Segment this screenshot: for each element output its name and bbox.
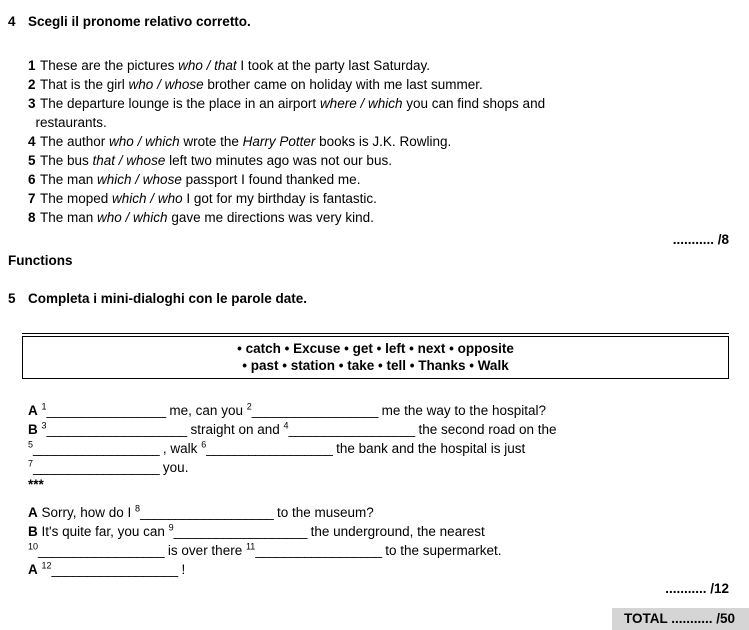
answer-blank: ___________________ <box>173 524 307 539</box>
text-segment: The bus <box>40 153 93 168</box>
text-segment: to the museum? <box>273 505 374 520</box>
section-4-score: ........... /8 <box>672 232 729 247</box>
section-5-title <box>8 290 729 307</box>
blank-number: 11 <box>245 541 256 552</box>
item-number: 5 <box>28 153 36 168</box>
item-number: 6 <box>28 172 36 187</box>
text-segment: who / which <box>109 134 180 149</box>
text-segment: who / that <box>178 58 237 73</box>
blank-number: 12 <box>41 560 52 571</box>
item-number: 2 <box>28 77 36 92</box>
blank-number: 4 <box>283 420 289 431</box>
text-segment: me, can you <box>165 403 247 418</box>
text-segment: gave me directions was very kind. <box>167 210 374 225</box>
text-segment: where / which <box>319 96 403 111</box>
text-segment: The man <box>40 172 98 187</box>
blank-number: 3 <box>41 420 47 431</box>
text-segment: is over there <box>164 543 246 558</box>
dialogue-line <box>28 401 729 420</box>
word-bank-line-2: • past • station • take • tell • Thanks • Walk <box>242 358 509 373</box>
text-segment: brother came on holiday with me last summer. <box>203 77 483 92</box>
blank-number: 10 <box>28 541 39 552</box>
item-number: 8 <box>28 210 36 225</box>
exercise-item <box>28 94 729 132</box>
text-segment: I got for my birthday is fantastic. <box>182 191 377 206</box>
answer-blank: __________________ <box>33 441 160 456</box>
answer-blank: _________________ <box>46 403 166 418</box>
text-segment: the second road on the <box>414 422 557 437</box>
text-segment: the underground, the nearest <box>306 524 485 539</box>
exercise-item <box>28 75 729 94</box>
text-segment: the bank and the hospital is just <box>332 441 526 456</box>
dialogue <box>28 401 729 579</box>
blank-number: 6 <box>201 439 207 450</box>
answer-blank: __________________ <box>51 562 178 577</box>
text-segment: which / who <box>112 191 183 206</box>
item-number: 1 <box>28 58 36 73</box>
text-segment: These are the pictures <box>40 58 179 73</box>
dialogue-line <box>28 541 729 560</box>
text-segment: That is the girl <box>40 77 129 92</box>
text-segment: you. <box>159 460 189 475</box>
text-segment: ! <box>177 562 186 577</box>
text-segment: , walk <box>159 441 202 456</box>
answer-blank: __________________ <box>288 422 415 437</box>
text-segment: you can find shops and <box>402 96 546 111</box>
text-segment: I took at the party last Saturday. <box>236 58 430 73</box>
exercise-items <box>28 56 729 227</box>
exercise-item <box>28 170 729 189</box>
dialogue-line <box>28 439 729 458</box>
word-bank-line-1: • catch • Excuse • get • left • next • opposite <box>237 341 514 356</box>
text-segment: The author <box>40 134 110 149</box>
text-segment: Harry Potter <box>242 134 316 149</box>
functions-heading: Functions <box>8 253 73 268</box>
exercise-item <box>28 151 729 170</box>
dialogue-line <box>28 560 729 579</box>
dialogue-line <box>28 420 729 439</box>
blank-number: 7 <box>28 458 34 469</box>
text-segment: A <box>28 562 38 577</box>
text-segment: books is J.K. Rowling. <box>315 134 452 149</box>
section-5-title-text: Completa i mini-dialoghi con le parole date. <box>28 291 308 306</box>
answer-blank: __________________ <box>255 543 382 558</box>
section-5-score: ........... /12 <box>665 581 729 596</box>
text-segment: me the way to the hospital? <box>377 403 546 418</box>
answer-blank: __________________ <box>33 460 160 475</box>
exercise-item <box>28 56 729 75</box>
word-bank-box <box>22 336 729 379</box>
item-number: 3 <box>28 96 36 111</box>
answer-blank: ___________________ <box>140 505 274 520</box>
text-segment: who / whose <box>128 77 204 92</box>
text-segment: that / whose <box>92 153 166 168</box>
answer-blank: ____________________ <box>46 422 187 437</box>
exercise-item <box>28 208 729 227</box>
dialogue-line <box>28 522 729 541</box>
blank-number: 5 <box>28 439 34 450</box>
total-row <box>8 608 749 630</box>
exercise-item <box>28 189 729 208</box>
item-number: 4 <box>28 134 36 149</box>
section-4-title <box>8 13 729 30</box>
text-segment: *** <box>28 477 44 492</box>
section-5-number: 5 <box>8 291 16 306</box>
text-segment: The man <box>40 210 98 225</box>
text-segment: wrote the <box>179 134 243 149</box>
section-4-number: 4 <box>8 14 16 29</box>
wordbox-divider <box>22 333 729 379</box>
answer-blank: __________________ <box>38 543 165 558</box>
section-4-title-text: Scegli il pronome relativo corretto. <box>28 14 251 29</box>
text-segment: B <box>28 524 38 539</box>
text-segment: passport I found thanked me. <box>181 172 361 187</box>
answer-blank: __________________ <box>206 441 333 456</box>
text-segment: left two minutes ago was not our bus. <box>165 153 392 168</box>
text-segment: A <box>28 505 38 520</box>
blank-number: 8 <box>135 503 141 514</box>
blank-number: 9 <box>168 522 174 533</box>
text-segment: who / which <box>97 210 168 225</box>
text-segment: It's quite far, you can <box>37 524 169 539</box>
total-badge: TOTAL ........... /50 <box>612 608 749 630</box>
text-segment: A <box>28 403 38 418</box>
blank-number: 2 <box>246 401 252 412</box>
text-segment: straight on and <box>186 422 284 437</box>
dialogue-line <box>28 458 729 477</box>
exercise-item <box>28 132 729 151</box>
text-segment: Sorry, how do I <box>37 505 136 520</box>
text-segment: B <box>28 422 38 437</box>
stars-separator <box>28 477 729 493</box>
answer-blank: __________________ <box>251 403 378 418</box>
text-segment: The moped <box>40 191 113 206</box>
text-segment: The departure lounge is the place in an airport <box>40 96 320 111</box>
text-segment: restaurants. <box>28 115 107 130</box>
item-number: 7 <box>28 191 36 206</box>
dialogue-line <box>28 503 729 522</box>
text-segment: to the supermarket. <box>381 543 502 558</box>
text-segment: which / whose <box>97 172 182 187</box>
blank-number: 1 <box>41 401 47 412</box>
